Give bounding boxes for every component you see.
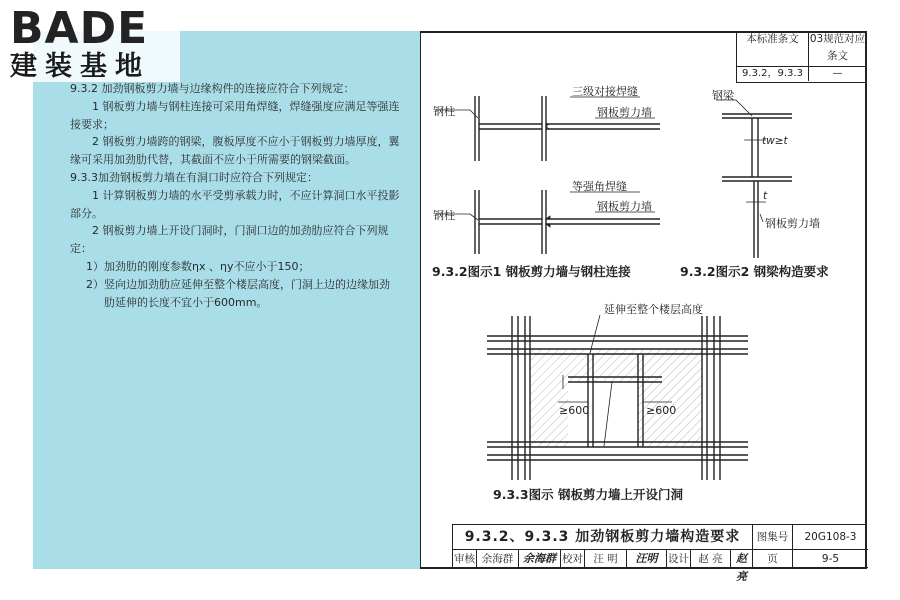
checker-signature: 汪明 [627,550,667,568]
checker-name: 汪 明 [585,550,627,568]
drawing-title: 9.3.2、9.3.3 加劲钢板剪力墙构造要求 [453,525,753,550]
fig2-caption: 9.3.2图示2 钢梁构造要求 [680,264,829,279]
logo-wordmark: BADE [10,3,149,54]
fig1-caption: 9.3.2图示1 钢板剪力墙与钢柱连接 [432,264,631,279]
clause-heading: 9.3.2 加劲钢板剪力墙与边缘构件的连接应符合下列规定： [70,82,355,95]
page-label: 页 [753,550,793,568]
ref-header-code03: 03规范对应条文 [809,31,866,67]
clause-heading: 9.3.3加劲钢板剪力墙在有洞口时应符合下列规定： [70,170,318,184]
fig1-bottom-weld-label: 等强角焊缝 [572,180,627,193]
clause-item: 1 计算钢板剪力墙的水平受剪承载力时，不应计算洞口水平投影部分。 [70,188,400,220]
fig2-beam-label: 钢梁 [712,89,734,102]
fig3-dim-right: ≥600 [646,404,677,417]
designer-name: 赵 亮 [691,550,731,568]
fig3-extend-label: 延伸至整个楼层高度 [604,303,703,316]
fig1-bottom-wall-label: 钢板剪力墙 [597,200,652,213]
title-block [452,524,867,583]
clause-item: 2 钢板剪力墙上开设门洞时，门洞口边的加劲肋应符合下列规定： [70,224,389,256]
design-label: 设计 [667,550,691,568]
fig2-wall-label: 钢板剪力墙 [765,217,820,230]
ref-value-standard: 9.3.2，9.3.3 [737,67,809,81]
clause-item: 1 钢板剪力墙与钢柱连接可采用角焊缝，焊缝强度应满足等强连接要求； [70,99,400,131]
designer-signature: 赵亮 [731,550,753,568]
fig2-t-label: t [763,190,768,202]
logo-chinese: 建装基地 [10,51,150,82]
reviewer-name: 余海群 [477,550,519,568]
page-number: 9-5 [793,550,868,568]
atlas-number: 20G108-3 [793,525,868,550]
clause-subitem: 1）加劲肋的刚度参数ηx 、ηy不应小于150； [86,259,310,273]
fig3-caption: 9.3.3图示 钢板剪力墙上开设门洞 [493,487,683,502]
clause-item: 2 钢板剪力墙跨的钢梁，腹板厚度不应小于钢板剪力墙厚度，翼缘可采用加劲肋代替，其截面不应小于所需要的钢梁截面。 [70,135,400,167]
ref-header-standard: 本标准条文 [737,31,809,67]
fig1-top-weld-label: 三级对接焊缝 [572,85,638,98]
fig3-dim-left: ≥600 [559,404,590,417]
check-label: 校对 [561,550,585,568]
fig3-drawing [487,315,748,480]
fig1-top-column-label: 钢柱 [433,105,455,118]
review-label: 审核 [453,550,477,568]
atlas-label: 图集号 [753,525,793,550]
reviewer-signature: 余海群 [519,550,561,568]
fig2-tw-label: tw≥t [762,135,788,147]
ref-value-code03: — [832,68,843,79]
fig1-top-wall-label: 钢板剪力墙 [597,106,652,119]
fig1-bottom-column-label: 钢柱 [433,209,455,222]
clause-subitem: 2）竖向边加劲肋应延伸至整个楼层高度，门洞上边的边缘加劲肋延伸的长度不宜小于600mm。 [86,277,390,309]
